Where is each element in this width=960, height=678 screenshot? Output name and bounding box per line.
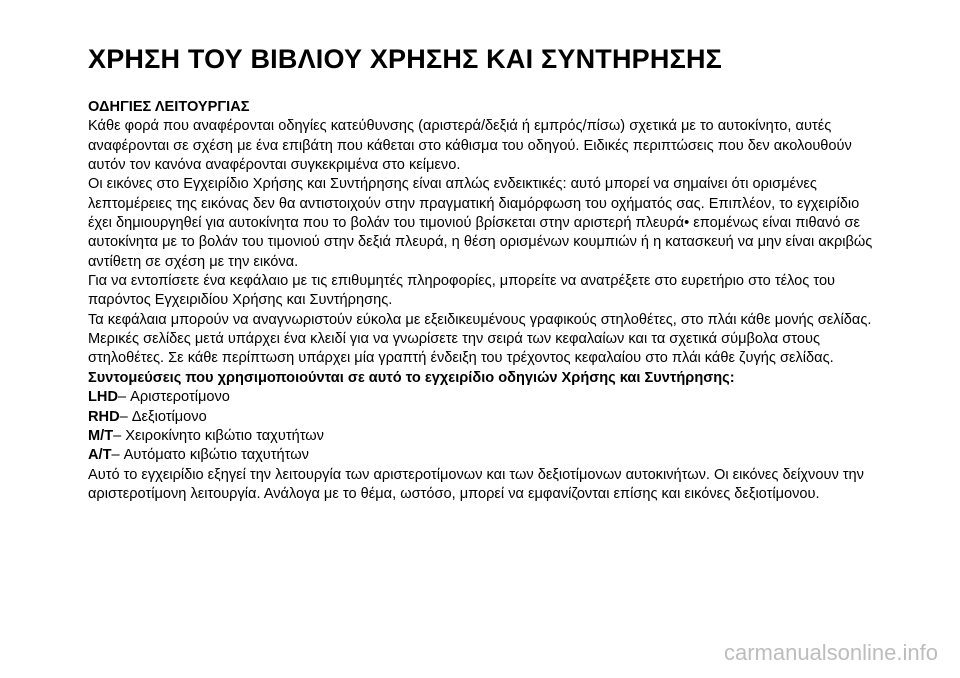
page-title: ΧΡΗΣΗ ΤΟΥ ΒΙΒΛΙΟΥ ΧΡΗΣΗΣ ΚΑΙ ΣΥΝΤΗΡΗΣΗΣ <box>88 44 723 74</box>
text-line: Αυτό το εγχειρίδιο εξηγεί την λειτουργία των αριστεροτίμονων και των δεξιοτίμονων αυτοκινήτων. Οι εικόνες δείχνουν την <box>88 466 864 483</box>
abbreviation-text: – Αυτόματο κιβώτιο ταχυτήτων <box>111 447 309 464</box>
abbreviation-lhd <box>88 388 888 407</box>
text-line: έχει δημιουργηθεί για αυτοκίνητα που το βολάν του τιμονιού βρίσκεται στην αριστερή πλευρά• επομένως είναι πιθανό σε <box>88 215 861 232</box>
text-line: στηλοθέτες. Σε κάθε περίπτωση υπάρχει μία γραπτή ένδειξη του τρέχοντος κεφαλαίου στο πλάι κάθε ζυγής σελίδας. <box>88 350 834 367</box>
paragraph-images <box>88 175 888 272</box>
paragraph-directions <box>88 117 888 175</box>
text-line: Μερικές σελίδες μετά υπάρχει ένα κλειδί για να γνωρίσετε την σειρά των κεφαλαίων και τα σχετικά σύμβολα στους <box>88 331 820 348</box>
section-heading: ΟΔΗΓΙΕΣ ΛΕΙΤΟΥΡΓΙΑΣ <box>88 99 250 115</box>
abbreviation-at <box>88 446 888 465</box>
abbreviation-mt <box>88 427 888 446</box>
body-text <box>88 98 888 504</box>
text-line: αριστεροτίμονη λειτουργία. Ανάλογα με το θέμα, ωστόσο, μπορεί να εμφανίζονται επίσης και εικόνες δεξιοτίμονου. <box>88 485 820 502</box>
paragraph-chapters <box>88 311 888 369</box>
abbreviation-text: – Αριστεροτίμονο <box>118 389 230 406</box>
paragraph-closing <box>88 466 888 505</box>
text-line: Για να εντοπίσετε ένα κεφάλαιο με τις επιθυμητές πληροφορίες, μπορείτε να ανατρέξετε στο ευρετήριο στο τέλος του <box>88 273 836 290</box>
text-line: παρόντος Εγχειριδίου Χρήσης και Συντήρησης. <box>88 292 393 309</box>
abbreviation-code: RHD <box>88 408 120 425</box>
text-line: αναφέρονται σε σχέση με ένα επιβάτη που κάθεται στο κάθισμα του οδηγού. Ειδικές περιπτώσεις που δεν ακολουθούν <box>88 137 852 154</box>
paragraph-index <box>88 272 888 311</box>
abbreviation-code: M/T <box>88 427 114 444</box>
abbreviation-code: A/T <box>88 447 112 464</box>
text-line: αυτοκίνητα με το βολάν του τιμονιού στην δεξιά πλευρά, η θέση ορισμένων κουμπιών ή η κατασκευή να μην είναι ακριβώς <box>88 234 873 251</box>
text-line: λεπτομέρειες της εικόνας δεν θα αντιστοιχούν στην πραγματική διαμόρφωση του οχήματός σας. Επιπλέον, το εγχειρίδιο <box>88 195 860 212</box>
text-line: Κάθε φορά που αναφέρονται οδηγίες κατεύθυνσης (αριστερά/δεξιά ή εμπρός/πίσω) σχετικά με το αυτοκίνητο, αυτές <box>88 118 832 135</box>
abbreviation-text: – Δεξιοτίμονο <box>119 408 207 425</box>
abbreviation-rhd <box>88 408 888 427</box>
abbreviation-text: – Χειροκίνητο κιβώτιο ταχυτήτων <box>113 427 324 444</box>
text-line: αυτόν τον κανόνα αναφέρονται συγκεκριμένα στο κείμενο. <box>88 157 461 174</box>
text-line: αντίθετη σε σχέση με την εικόνα. <box>88 253 299 270</box>
text-line: Οι εικόνες στο Εγχειρίδιο Χρήσης και Συντήρησης είναι απλώς ενδεικτικές: αυτό μπορεί να σημαίνει ότι ορισμένες <box>88 176 817 193</box>
text-line: Τα κεφάλαια μπορούν να αναγνωριστούν εύκολα με εξειδικευμένους γραφικούς στηλοθέτες, στο πλάι κάθε μονής σελίδας. <box>88 311 872 328</box>
abbreviations-heading: Συντομεύσεις που χρησιμοποιούνται σε αυτό το εγχειρίδιο οδηγιών Χρήσης και Συντήρησης: <box>88 369 735 386</box>
abbreviation-code: LHD <box>88 389 118 406</box>
watermark: carmanualsonline.info <box>723 640 938 665</box>
